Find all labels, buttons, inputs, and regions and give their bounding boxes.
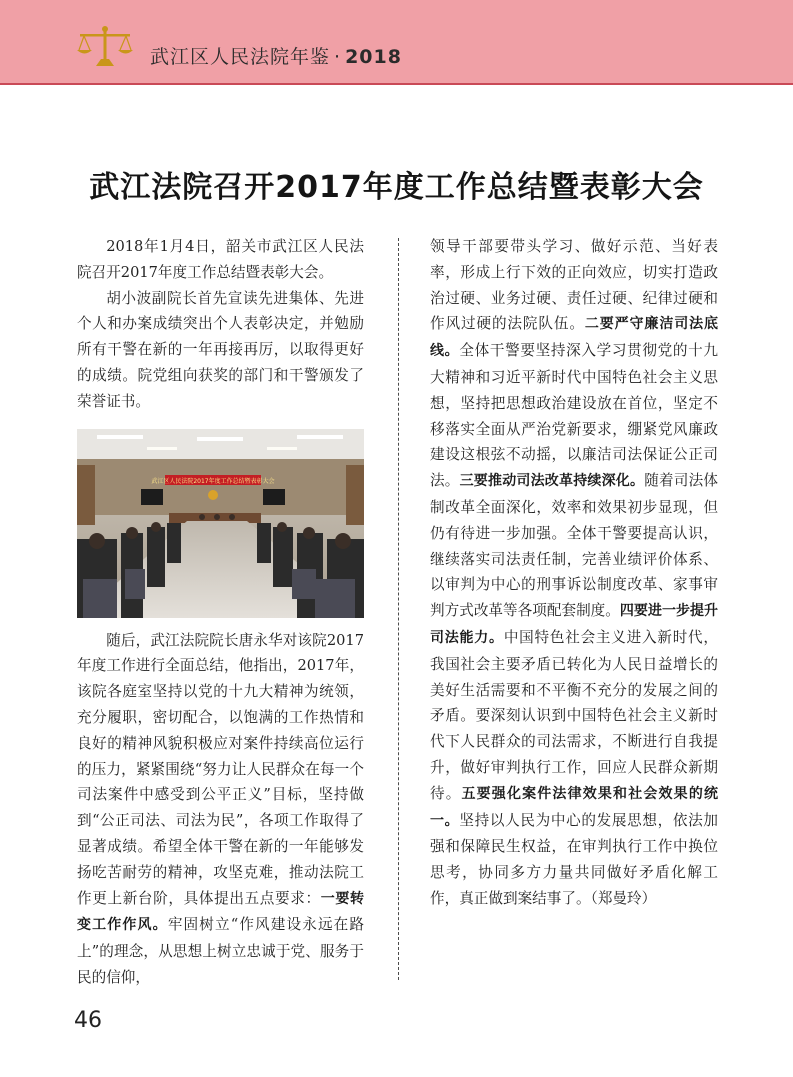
photo-banner-text: 武江区人民法院2017年度工作总结暨表彰大会 (151, 477, 275, 485)
left-column (77, 234, 364, 991)
paragraph-3 (77, 628, 364, 991)
requirement-2-text: 全体干警要坚持深入学习贯彻党的十九大精神和习近平新时代中国特色社会主义思想，坚持把思想政治建设放在首位，坚定不移落实全面从严治党新要求，绷紧党风廉政建设这根弦不动摇，以廉洁司法保证公正司法。 (430, 342, 718, 490)
yearbook-name: 武江区人民法院年鉴 (150, 46, 331, 68)
requirement-5-text: 坚持以人民为中心的发展思想，依法加强和保障民生权益，在审判执行工作中换位思考，协同多方力量共同做好矛盾化解工作，真正做到案结事了。（郑曼玲） (430, 811, 718, 907)
right-column (430, 234, 718, 912)
page-header (0, 0, 793, 83)
requirement-4-text: 中国特色社会主义进入新时代，我国社会主要矛盾已转化为人民日益增长的美好生活需要和不平衡不充分的发展之间的矛盾。要深刻认识到中国特色社会主义新时代下人民群众的司法需求，不断进行自我提升，做好审判执行工作，回应人民群众新期待。 (430, 628, 719, 802)
requirement-4-heading: 四要进一步提升司法能力。 (430, 603, 718, 646)
article-title: 武江法院召开2017年度工作总结暨表彰大会 (89, 170, 704, 205)
requirement-1-text: 牢固树立“作风建设永远在路上”的理念，从思想上树立忠诚于党、服务于民的信仰， (77, 916, 365, 986)
paragraph-3-text: 随后，武江法院院长唐永华对该院2017年度工作进行全面总结，他指出，2017年，该院各庭室坚持以党的十九大精神为统领，充分履职，密切配合，以饱满的工作热情和良好的精神风貌积极应对案件持续高位运行的压力，紧紧围绕“努力让人民群众在每一个司法案件中感受到公平正义”目标，坚持做到“公正司法、司法为民”，各项工作取得了显著成绩。希望全体干警在新的一年能够发扬吃苦耐劳的精神，攻坚克难，推动法院工作更上新台阶，具体提出五点要求： (77, 631, 364, 907)
scales-of-justice-icon (76, 24, 134, 68)
header-title (150, 42, 402, 69)
requirement-2-heading: 二要严守廉洁司法底线。 (430, 316, 718, 360)
header-divider (0, 83, 793, 85)
header-separator: · (334, 46, 342, 68)
requirement-5-heading: 五要强化案件法律效果和社会效果的统一。 (430, 785, 718, 829)
paragraph-1: 2018年1月4日，韶关市武江区人民法院召开2017年度工作总结暨表彰大会。 (77, 238, 364, 281)
requirement-3-heading: 三要推动司法改革持续深化。 (459, 473, 645, 490)
paragraph-3-continued (430, 234, 718, 912)
requirement-3-text: 随着司法体制改革全面深化，效率和效果初步显现，但仍有待进一步加强。全体干警要提高认识，继续落实司法责任制，完善业绩评价体系、以审判为中心的刑事诉讼制度改革、家事审判方式改革等各项配套制度。 (430, 472, 718, 620)
meeting-photo (77, 429, 364, 618)
continued-text: 领导干部要带头学习、做好示范、当好表率，形成上行下效的正向效应，切实打造政治过硬、业务过硬、责任过硬、纪律过硬和作风过硬的法院队伍。 (430, 238, 718, 333)
column-divider (398, 238, 399, 980)
page-number: 46 (74, 1008, 102, 1033)
paragraph-2: 胡小波副院长首先宣读先进集体、先进个人和办案成绩突出个人表彰决定，并勉励所有干警在新的一年再接再厉，以取得更好的成绩。院党组向获奖的部门和干警颁发了荣誉证书。 (77, 289, 364, 410)
requirement-1-heading: 一要转变工作作风。 (77, 890, 364, 934)
header-year: 2018 (345, 46, 402, 68)
